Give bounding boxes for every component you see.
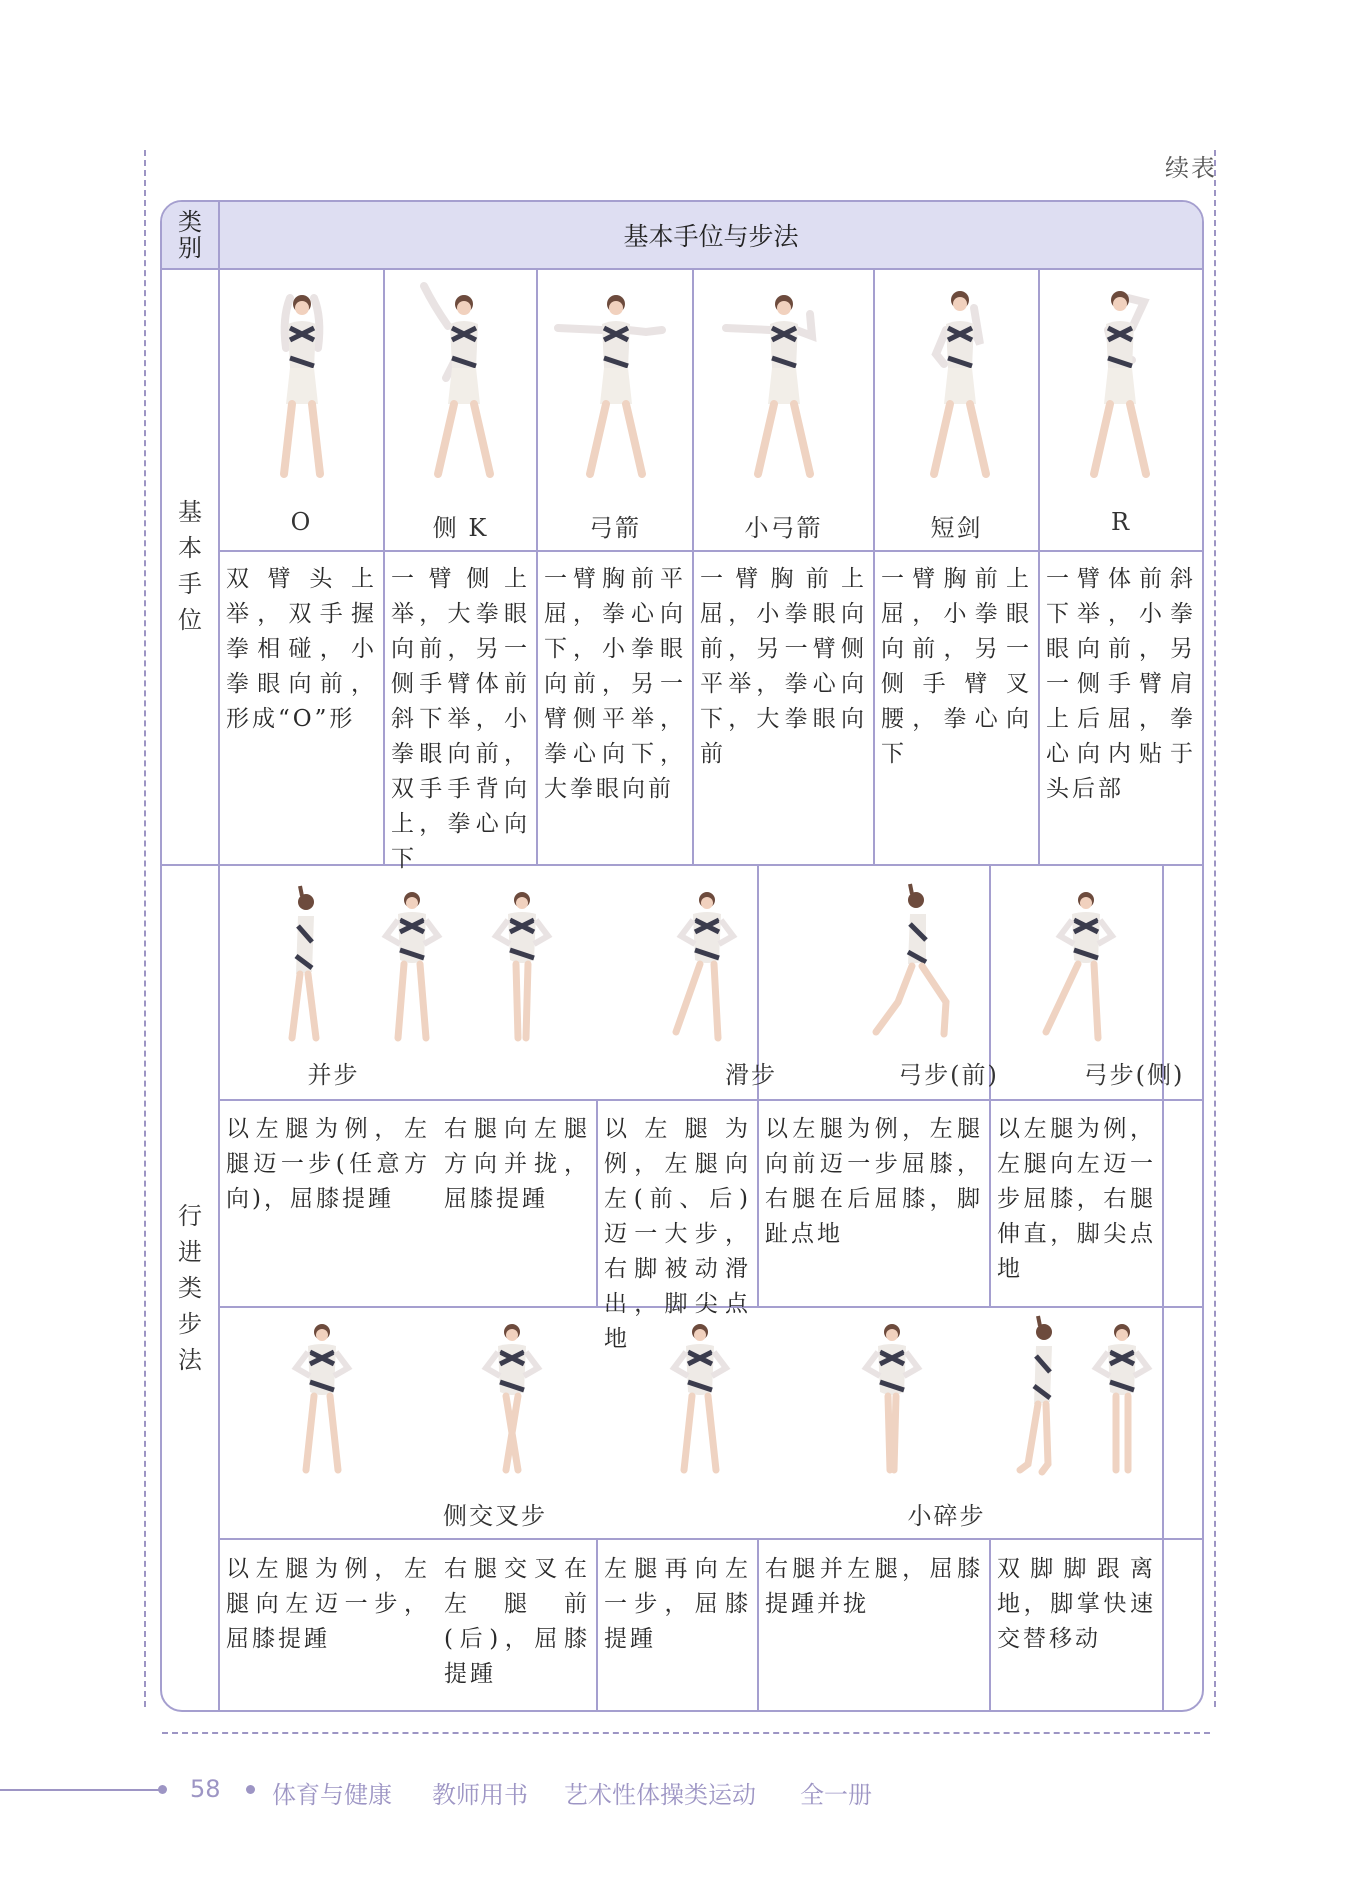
category-char: 进 bbox=[178, 1238, 202, 1266]
hand-desc-dagger: 一臂胸前上屈，小拳眼向前，另一侧手臂叉腰，拳心向下 bbox=[881, 566, 1032, 767]
hand-desc-side-k: 一臂侧上举，大拳眼向前，另一侧手臂体前斜下举，小拳眼向前，双手手背向上，拳心向下 bbox=[391, 566, 530, 872]
step-desc-close-step-1: 以左腿为例，左腿迈一步(任意方向)，屈膝提踵 bbox=[226, 1116, 430, 1212]
step-desc-cross-step-2: 右腿交叉在左腿前(后)，屈膝提踵 bbox=[444, 1556, 590, 1687]
step-desc-lunge-side: 以左腿为例，左腿向左迈一步屈膝，右腿伸直，脚尖点地 bbox=[997, 1116, 1156, 1282]
step-desc-cross-step-4: 右腿并左腿，屈膝提踵并拢 bbox=[765, 1556, 983, 1617]
header-category bbox=[162, 202, 220, 268]
figure-quick-step-side bbox=[1012, 1314, 1072, 1484]
hand-label-r: R bbox=[1110, 508, 1132, 536]
figure-close-step-side bbox=[272, 882, 332, 1052]
step-col-separator bbox=[1162, 1308, 1164, 1710]
figure-side-k-pose bbox=[420, 278, 500, 500]
hand-label-small-bow: 小弓箭 bbox=[744, 514, 823, 542]
category-char: 本 bbox=[178, 534, 202, 562]
hand-category bbox=[162, 268, 218, 864]
figure-close-step-front-2 bbox=[482, 882, 562, 1052]
header-title: 基本手位与步法 bbox=[623, 222, 799, 251]
figure-cross-step-3 bbox=[660, 1314, 740, 1484]
category-char: 步 bbox=[178, 1310, 202, 1338]
hand-label-bow: 弓箭 bbox=[589, 514, 641, 542]
step-row2-desc-separator bbox=[220, 1538, 1202, 1540]
category-separator bbox=[218, 268, 220, 1710]
continued-label: 续表 bbox=[1165, 154, 1217, 182]
category-char: 行 bbox=[178, 1202, 202, 1230]
category-char: 类 bbox=[178, 1274, 202, 1302]
figure-close-step-front bbox=[372, 882, 452, 1052]
left-dashed-border bbox=[144, 150, 146, 1707]
category-char: 位 bbox=[178, 606, 202, 634]
step-desc-slide-step: 以左腿为例，左腿向左(前、后)迈一大步，右脚被动滑出，脚尖点地 bbox=[604, 1116, 751, 1352]
hand-desc-bow: 一臂胸前平屈，拳心向下，小拳眼向前，另一臂侧平举，拳心向下，大拳眼向前 bbox=[544, 566, 686, 802]
category-char: 手 bbox=[178, 570, 202, 598]
header-category-char: 别 bbox=[178, 234, 202, 262]
figure-dagger-pose bbox=[910, 278, 1010, 500]
footer-line bbox=[0, 1789, 160, 1791]
step-desc-cross-step-1: 以左腿为例，左腿向左迈一步，屈膝提踵 bbox=[226, 1556, 430, 1652]
footer-book: 体育与健康 bbox=[272, 1781, 392, 1809]
hand-label-o: O bbox=[290, 508, 313, 536]
bottom-dashed-border bbox=[162, 1732, 1210, 1734]
category-char: 法 bbox=[178, 1346, 202, 1374]
figure-o-pose bbox=[262, 278, 342, 500]
footer-volume: 全一册 bbox=[800, 1781, 872, 1809]
figure-slide-step bbox=[662, 882, 752, 1052]
step-label-slide-step: 滑步 bbox=[725, 1061, 777, 1089]
footer-type: 教师用书 bbox=[432, 1781, 528, 1809]
category-char: 基 bbox=[178, 498, 202, 526]
figure-r-pose bbox=[1070, 278, 1170, 500]
footer-dot bbox=[158, 1785, 167, 1794]
step-label-lunge-side: 弓步(侧) bbox=[1083, 1061, 1185, 1089]
figure-cross-step-2 bbox=[472, 1314, 552, 1484]
step-desc-cross-step-3: 左腿再向左一步，屈膝提踵 bbox=[604, 1556, 751, 1652]
table-header bbox=[162, 202, 1202, 270]
footer-page-number: 58 bbox=[190, 1775, 221, 1803]
figure-lunge-front bbox=[868, 882, 968, 1052]
hand-label-side-k: 侧 K bbox=[432, 514, 489, 542]
step-label-lunge-front: 弓步(前) bbox=[898, 1061, 999, 1089]
figure-lunge-side bbox=[1032, 882, 1132, 1052]
footer-dot bbox=[246, 1785, 255, 1794]
step-label-cross-step: 侧交叉步 bbox=[443, 1502, 547, 1530]
step-desc-lunge-front: 以左腿为例，左腿向前迈一步屈膝，右腿在后屈膝，脚趾点地 bbox=[765, 1116, 983, 1247]
table-frame bbox=[160, 200, 1204, 1712]
figure-small-bow-pose bbox=[722, 278, 844, 500]
hand-desc-o: 双臂头上举，双手握拳相碰，小拳眼向前，形成“O”形 bbox=[226, 566, 377, 732]
figure-bow-pose bbox=[554, 278, 676, 500]
step-desc-close-step-2: 右腿向左腿方向并拢，屈膝提踵 bbox=[444, 1116, 590, 1212]
step-label-close-step: 并步 bbox=[307, 1061, 360, 1089]
figure-cross-step-1 bbox=[282, 1314, 362, 1484]
footer-subject: 艺术性体操类运动 bbox=[564, 1781, 756, 1809]
figure-quick-step-front bbox=[1082, 1314, 1162, 1484]
header-category-char: 类 bbox=[178, 208, 202, 236]
hand-desc-r: 一臂体前斜下举，小拳眼向前，另一侧手臂肩上后屈，拳心向内贴于头后部 bbox=[1046, 566, 1196, 802]
steps-category bbox=[162, 866, 218, 1710]
step-label-quick-step: 小碎步 bbox=[907, 1502, 986, 1530]
section-separator bbox=[162, 864, 1202, 866]
step-row1-desc-separator bbox=[220, 1099, 1202, 1101]
hand-desc-small-bow: 一臂胸前上屈，小拳眼向前，另一臂侧平举，拳心向下，大拳眼向前 bbox=[700, 566, 867, 767]
step-desc-quick-step: 双脚脚跟离地，脚掌快速交替移动 bbox=[997, 1556, 1156, 1652]
right-dashed-border bbox=[1214, 150, 1216, 1707]
figure-cross-step-4 bbox=[852, 1314, 932, 1484]
hand-label-dagger: 短剑 bbox=[930, 514, 983, 542]
hand-desc-separator bbox=[220, 550, 1202, 552]
